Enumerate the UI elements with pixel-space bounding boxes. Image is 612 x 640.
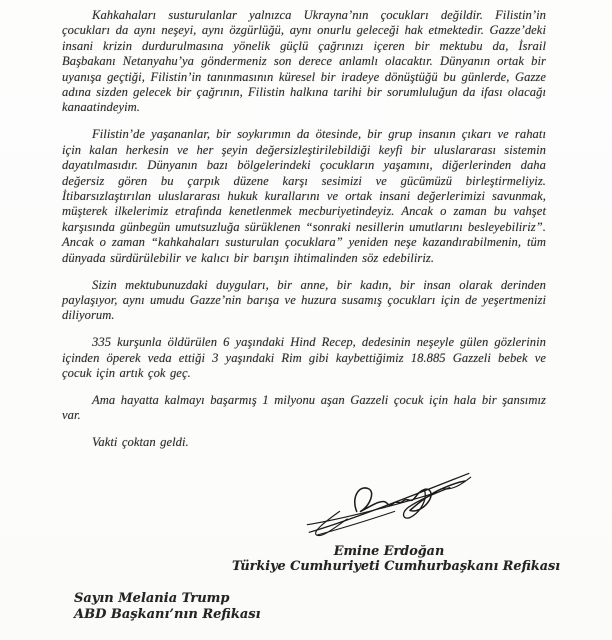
letter-paragraph: Vakti çoktan geldi. [92, 435, 189, 450]
handwritten-signature-icon [301, 462, 477, 538]
sender-name: Emine Erdoğan [333, 544, 445, 560]
sender-signature-block [232, 462, 561, 575]
letter-paragraph: 335 kurşunla öldürülen 6 yaşındaki Hind Recep, dedesinin neşeyle gülen gözlerinin içinden öperek veda ettiği 3 yaşındaki Rim gibi kaybettiğimiz 18.885 Gazzeli bebek ve çocuk için artık çok geç. [62, 335, 546, 381]
recipient-title: ABD Başkanı’nın Refikası [74, 606, 261, 622]
letter-body [62, 8, 561, 622]
letter-paragraph: Sizin mektubunuzdaki duyguları, bir anne, bir kadın, bir insan olarak derinden paylaşıyor, aynı umudu Gazze’nin barışa ve huzura susamış çocukları için de yeşertmenizi diliyorum. [62, 277, 546, 323]
recipient-name: Sayın Melania Trump [74, 591, 230, 607]
letter-paragraph: Ama hayatta kalmayı başarmış 1 milyonu aşan Gazzeli çocuk için hala bir şansımız var. [62, 392, 546, 423]
letter-paragraph: Kahkahaları susturulanlar yalnızca Ukrayna’nın çocukları değildir. Filistin’in çocukları da aynı neşeyi, aynı özgürlüğü, aynı onurlu geleceği hak etmektedir. Gazze’deki insani krizin durdurulmasına yönelik güçlü çağrınızı içeren bir mektubu da, İsrail Başbakanı Netanyahu’ya göndermeniz son derece anlamlı olacaktır. Dünyanın ortak bir uyanışa geçtiği, Filistin’in tanınmasının küresel bir iradeye dönüştüğü bu günlerde, Gazze adına sizden gelecek bir çağrının, Filistin halkına tarihi bir sorumluluğun da ifası olacağı kanaatindeyim. [62, 8, 546, 115]
sender-title: Türkiye Cumhuriyeti Cumhurbaşkanı Refikası [232, 559, 561, 575]
recipient-block [74, 591, 546, 622]
letter-paragraph: Filistin’de yaşananlar, bir soykırımın da ötesinde, bir grup insanın çıkarı ve rahatı için kalan herkesin ve her şeyin değersizleştirilebildiği keyfi bir uluslararası sistemin dayatılmasıdır. Dünyanın bazı bölgelerindeki çocukların yaşamını, diğerlerinden daha değersiz gören bu çarpık düzene karşı sesimizi ve gücümüzü birleştirmeliyiz. İtibarsızlaştırılan uluslararası hukuk kurallarını ve ortak insani değerlerimizi savunmak, müşterek ilkelerimiz etrafında kenetlenmek mecburiyetindeyiz. Ancak o zaman bu vahşet karşısında günbegün umutsuzluğa sürüklenen “sonraki nesillerin umutlarını besleyebiliriz”. Ancak o zaman “kahkahaları susturulan çocuklara” yeniden neşe kazandırabilmenin, tüm dünyada sürdürülebilir ve kalıcı bir barışın ihtimalinden söz edebiliriz. [62, 127, 546, 265]
